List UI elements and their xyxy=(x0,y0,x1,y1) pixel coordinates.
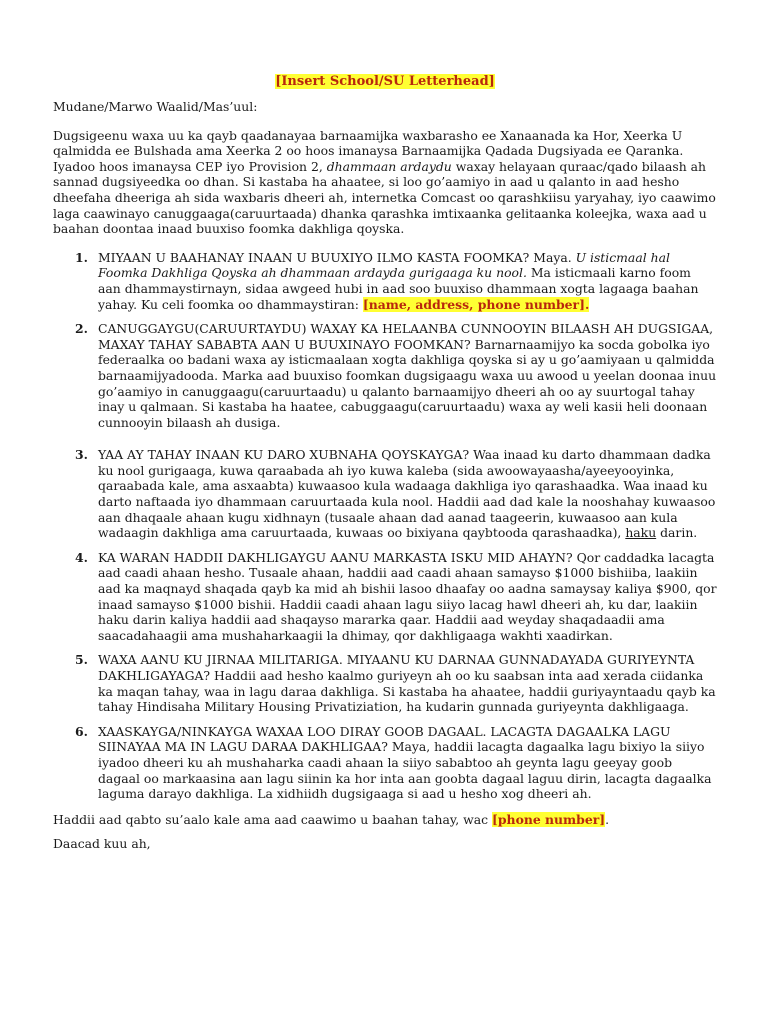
faq-item-6 xyxy=(53,724,717,802)
closing-end: . xyxy=(605,811,610,827)
faq-question: MIYAAN U BAAHANAY INAAN U BUUXIYO ILMO KASTA FOOMKA? xyxy=(98,249,530,265)
faq-number: 3. xyxy=(75,447,88,463)
contact-placeholder: [name, address, phone number] xyxy=(362,296,585,312)
faq-item-3 xyxy=(53,447,717,541)
faq-answer-italic: U isticmaal hal Foomka Dakhliga Qoyska ah dhammaan ardayda gurigaaga ku nool. xyxy=(98,249,670,281)
faq-number: 1. xyxy=(75,249,88,265)
faq-answer-cont: Ma isticmaali karno foom aan dhammaystirnayn, sidaa awgeed hubi in aad soo buuxiso dhammaan xogta lagaaga baahan yahay. Ku celi foomka oo dhammaystiran: xyxy=(98,265,699,312)
faq-answer: Barnarnaamijyo ka socda gobolka iyo federaalka oo badani waxa ay isticmaalaan xogta dakhliga qoyska si ay u go’aamiyaan u qalmidda barnaamijyadooda. Marka aad buuxiso foomkan dugsigaagu waxa uu awood u yeelan doonaa inuu go’aamiyo in canuggaagu(caruurtaadu) u qalanto barnaamijyo dheeri ah oo ay suurtogal tahay inay u qalmaan. Si kastaba ha haatee, cabuggaagu(caruurtaadu) waxa ay weli kasii heli doonaan cunnooyin bilaash ah dusiga. xyxy=(98,336,717,430)
signoff: Daacad kuu ah, xyxy=(53,836,151,852)
faq-answer: Waa inaad ku darto dhammaan dadka ku nool gurigaaga, kuwa qaraabada ah iyo kuwa kaleba (sida awoowayaasha/ayeeyooyinka, qaraabada kale, ama asxaabta) kuwaasoo kula wadaaga dakhliga iyo qarashaadka. Waa inaad ku darto naftaada iyo dhammaan caruurtaada kula nool. Haddii aad dad kale la nooshahay kuwaasoo aan dhaqaale ahaan kugu xidhnayn (tusaale ahaan dad aanad taageerin, kuwaasoo aan kula wadaagin dakhliga ama caruurtaada, kuwaas oo bixiyana qaybtooda qarashaadka), xyxy=(98,447,716,541)
faq-answer: Maya, haddii lacagta dagaalka lagu bixiyo la siiyo iyadoo dheeri ku ah mushaharka caadi ahaan la siiyo sababtoo ah geynta lagu geeyay goob dagaal oo markaasina aan lagu siinin ka hor inta aan goobta dagaal laguu dirin, lacagta dagaalka laguma darayo dakhliga. La xidhiidh dugsigaaga si aad u hesho xog dheeri ah. xyxy=(98,739,712,802)
faq-question: CANUGGAYGU(CARUURTAYDU) WAXAY KA HELAANBA CUNNOOYIN BILAASH AH DUGSIGAA, MAXAY TAHAY SABABTA AAN U BUUXINAYO FOOMKAN? xyxy=(98,321,714,352)
closing-text: Haddii aad qabto su’aalo kale ama aad caawimo u baahan tahay, wac xyxy=(53,811,493,827)
faq-question: WAXA AANU KU JIRNAA MILITARIGA. MIYAANU KU DARNAA GUNNADAYADA GURIYEYNTA DAKHLIGAYAGA? xyxy=(98,652,695,683)
closing-paragraph xyxy=(53,812,717,828)
intro-text-cont: waxay helayaan quraac/qado bilaash ah sannad dugsiyeedka oo dhan. Si kastaba ha ahaatee, si loo go’aamiyo in aad u qalanto in aad hesho dheefaha dheeriga ah sida waxbaris dheeri ah, internetka Comcast oo qarashkiisu yaryahay, iyo caawimo laga caawinayo canuggaaga(caruurtaada) dhanka qarashka imtixaanka gelitaanka koleejka, waxa aad u baahan doontaa inaad buuxiso foomka dakhliga qoyska. xyxy=(53,158,716,237)
faq-item-5 xyxy=(53,652,717,714)
letterhead-container xyxy=(53,70,717,89)
faq-answer: Maya. xyxy=(529,249,576,265)
faq-answer: Qor caddadka lacagta aad caadi ahaan hesho. Tusaale ahaan, haddii aad caadi ahaan samayso $1000 bishiiba, laakiin aad ka maqnayd shaqada qayb ka mid ah bishii lasoo dhaafay oo aadna samaysay kaliya $900, qor inaad samayso $1000 bishii. Haddii caadi ahaan lagu siiyo lacag hawl dheeri ah, ku dar, laakiin haku darin kaliya haddii aad shaqayso mararka qaar. Haddii aad weyday shaqadaadii ama saacadahaagii ama mushaharkaagii la dhimay, qor dakhligaaga wakhti xaadirkan. xyxy=(98,549,717,643)
intro-italic: dhammaan ardaydu xyxy=(326,158,452,174)
faq-answer-underline: haku xyxy=(625,525,657,541)
faq-number: 2. xyxy=(75,321,88,337)
intro-text: Dugsigeenu waxa uu ka qayb qaadanayaa barnaamijka waxbarasho ee Xanaanada ka Hor, Xeerka U qalmidda ee Bulshada ama Xeerka 2 oo hoos imanaysa Barnaamijka Qadada Dugsiyada ee Qaranka. Iyadoo hoos imanaysa CEP iyo Provision 2, xyxy=(53,127,684,174)
faq-answer-end: darin. xyxy=(656,525,698,541)
faq-number: 5. xyxy=(75,652,88,668)
faq-answer: Haddii aad hesho kaalmo guriyeyn ah oo ku saabsan inta aad xerada ciidanka ka maqan tahay, waa in lagu daraa dakhliga. Si kastaba ha ahaatee, haddii guriyayntaadu qayb ka tahay Hindisaha Military Housing Privatiziation, ha kudarin gunnada guriyeynta dakhligaaga. xyxy=(98,668,716,715)
faq-number: 6. xyxy=(75,723,88,739)
letterhead-placeholder: [Insert School/SU Letterhead] xyxy=(275,74,495,89)
faq-answer-end: . xyxy=(584,296,590,312)
faq-item-1 xyxy=(53,250,717,312)
salutation: Mudane/Marwo Waalid/Mas’uul: xyxy=(53,99,258,114)
faq-number: 4. xyxy=(75,549,88,565)
letter-document xyxy=(53,70,717,852)
intro-paragraph xyxy=(53,128,717,237)
faq-question: XAASKAYGA/NINKAYGA WAXAA LOO DIRAY GOOB DAGAAL. LACAGTA DAGAALKA LAGU SIINAYAA MA IN LAGU DARAA DAKHLIGAA? xyxy=(98,723,671,755)
faq-question: KA WARAN HADDII DAKHLIGAYGU AANU MARKASTA ISKU MID AHAYN? xyxy=(98,549,573,565)
faq-list xyxy=(53,250,717,802)
faq-item-4 xyxy=(53,550,717,644)
faq-item-2 xyxy=(53,321,717,430)
phone-placeholder: [phone number] xyxy=(492,811,606,827)
faq-question: YAA AY TAHAY INAAN KU DARO XUBNAHA QOYSKAYGA? xyxy=(98,447,470,463)
